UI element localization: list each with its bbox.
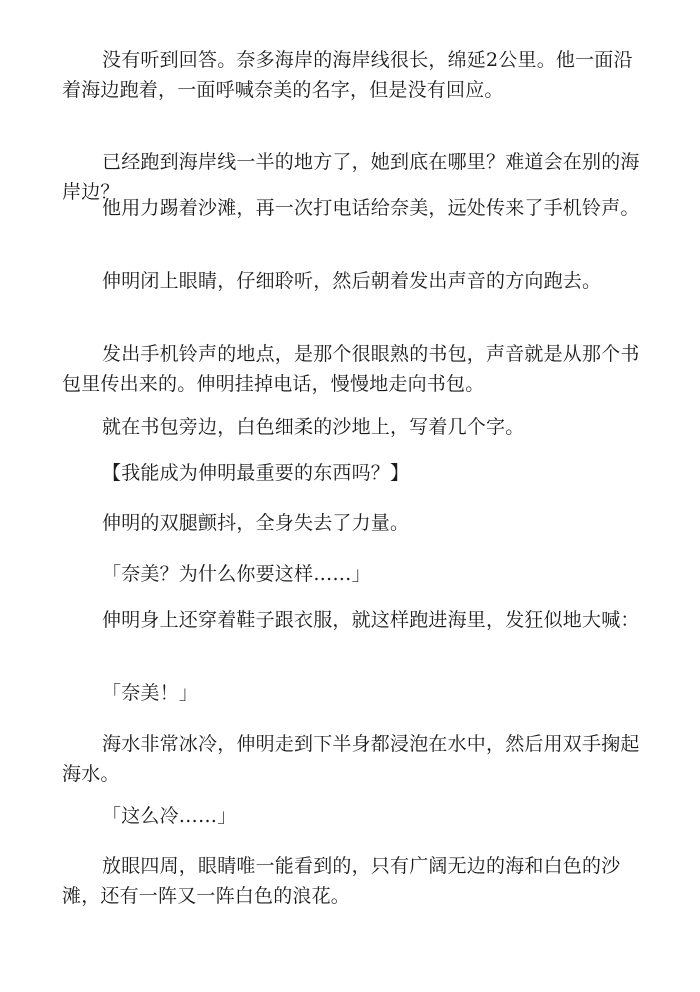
paragraph-6: 就在书包旁边，白色细柔的沙地上，写着几个字。 bbox=[102, 416, 525, 438]
paragraph-7: 【我能成为伸明最重要的东西吗？】 bbox=[102, 462, 410, 484]
paragraph-8: 伸明的双腿颤抖，全身失去了力量。 bbox=[102, 512, 410, 534]
paragraph-12: 海水非常冰冷，伸明走到下半身都浸泡在水中，然后用双手掬起海水。 bbox=[62, 733, 640, 785]
paragraph-3: 他用力踢着沙滩，再一次打电话给奈美，远处传来了手机铃声。 bbox=[102, 197, 640, 219]
paragraph-9: 「奈美？为什么你要这样……」 bbox=[102, 563, 371, 585]
paragraph-10: 伸明身上还穿着鞋子跟衣服，就这样跑进海里，发狂似地大喊： bbox=[102, 609, 640, 631]
paragraph-2: 已经跑到海岸线一半的地方了，她到底在哪里？难道会在别的海岸边？ bbox=[62, 151, 640, 203]
paragraph-4: 伸明闭上眼睛，仔细聆听，然后朝着发出声音的方向跑去。 bbox=[102, 270, 602, 292]
paragraph-1: 没有听到回答。奈多海岸的海岸线很长，绵延2公里。他一面沿着海边跑着，一面呼喊奈美的名字，但是没有回应。 bbox=[62, 49, 633, 101]
paragraph-5: 发出手机铃声的地点，是那个很眼熟的书包，声音就是从那个书包里传出来的。伸明挂掉电话，慢慢地走向书包。 bbox=[62, 343, 640, 395]
paragraph-14: 放眼四周，眼睛唯一能看到的，只有广阔无边的海和白色的沙滩，还有一阵又一阵白色的浪花。 bbox=[62, 855, 621, 907]
paragraph-13: 「这么冷……」 bbox=[102, 805, 237, 827]
paragraph-11: 「奈美！」 bbox=[102, 682, 199, 704]
